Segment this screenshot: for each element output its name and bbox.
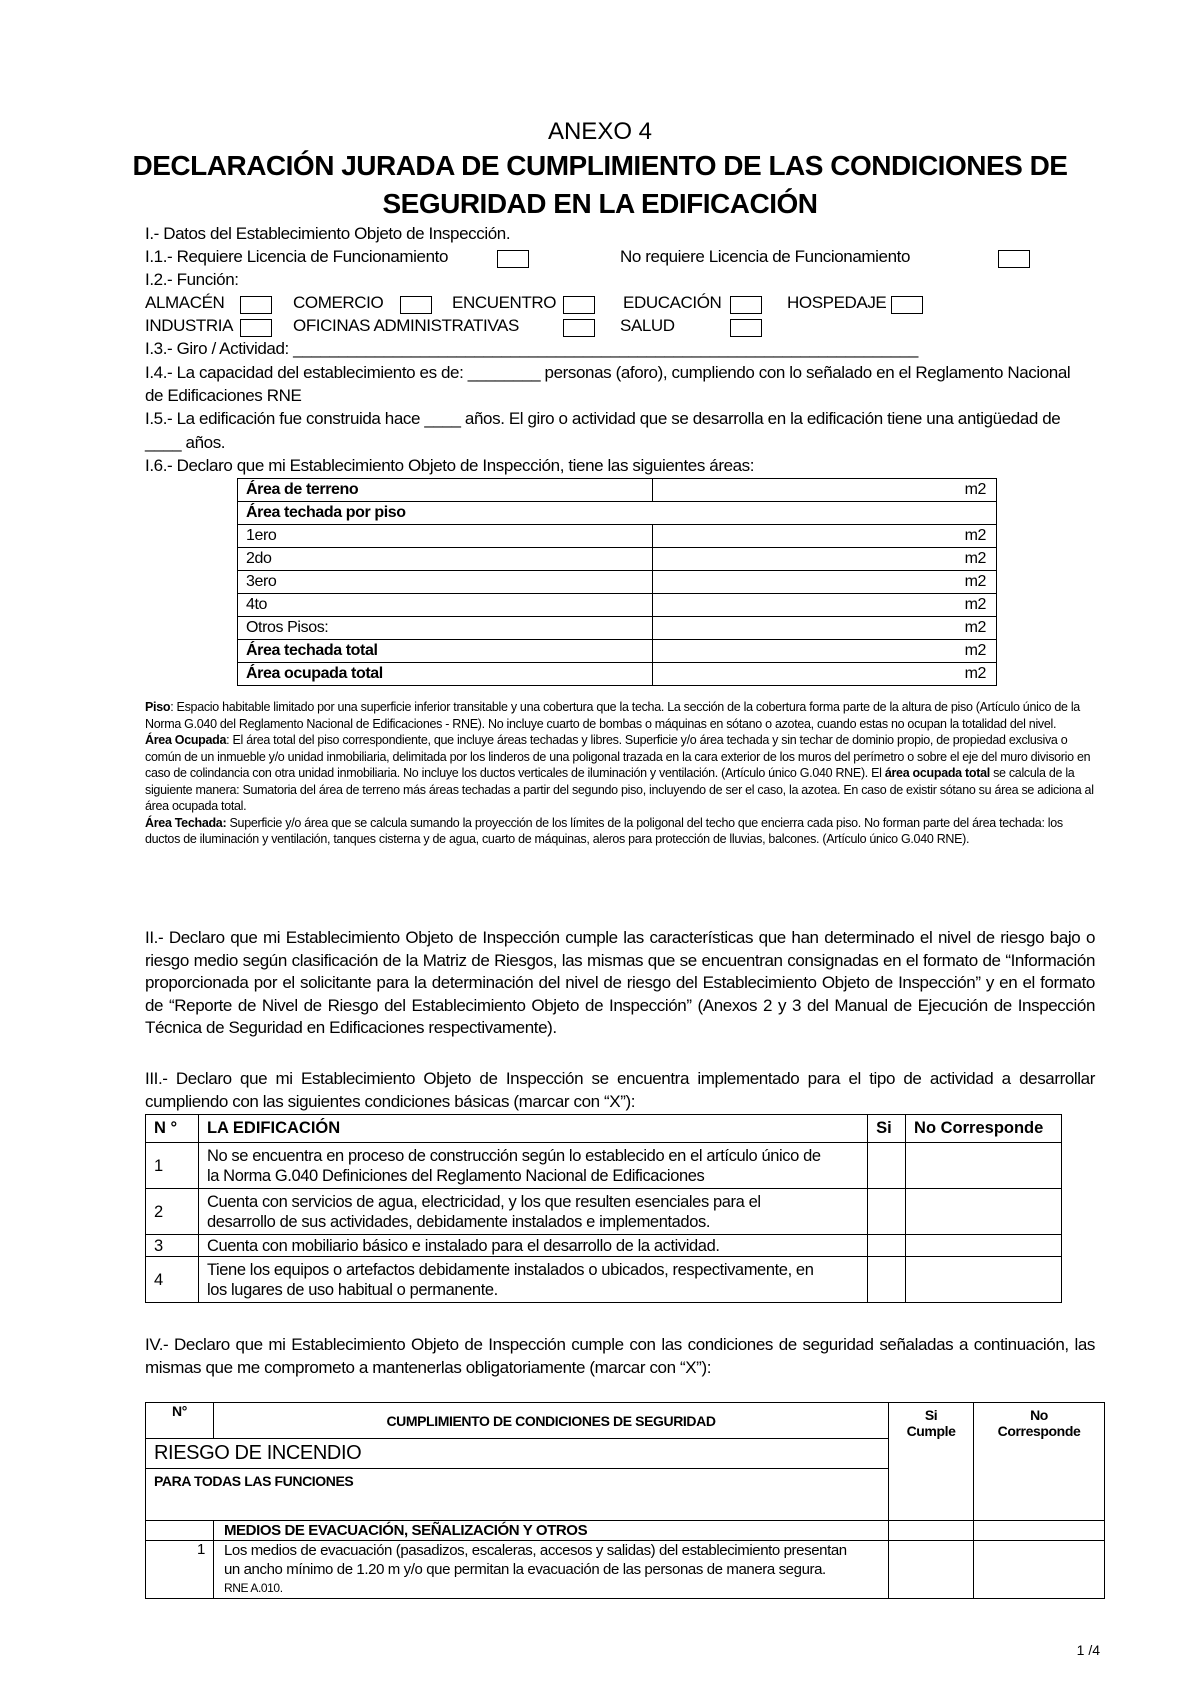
area-label: 4to [238, 594, 653, 617]
column-header: Si [868, 1115, 906, 1143]
function-educacion-label: EDUCACIÓN [623, 293, 722, 312]
table-row [238, 594, 997, 617]
condition-line: Cuenta con mobiliario básico e instalado para el desarrollo de la actividad. [206, 1236, 720, 1255]
header-line: No [1030, 1407, 1048, 1423]
row-number: 1 [146, 1143, 199, 1189]
section-1-heading: I.- Datos del Establecimiento Objeto de Inspección. [145, 224, 511, 243]
note-term: Área Ocupada [145, 733, 227, 747]
title-line-1: DECLARACIÓN JURADA DE CUMPLIMIENTO DE LAS CONDICIONES DE [132, 150, 1068, 181]
age-line-2: ____ años. [145, 433, 226, 452]
condition-line: Cuenta con servicios de agua, electricidad, y los que resulten esenciales para el [206, 1192, 761, 1211]
table-header-row [146, 1115, 1062, 1143]
table-row [238, 640, 997, 663]
function-oficinas-checkbox[interactable] [563, 319, 595, 337]
note-term: área ocupada total [884, 766, 990, 780]
area-value-cell[interactable]: m2 [653, 663, 997, 686]
area-value-cell[interactable]: m2 [653, 594, 997, 617]
function-comercio-label: COMERCIO [293, 293, 384, 312]
note-text: Superficie y/o área que se calcula sumando la proyección de los límites de la poligonal del techo que encierra cada piso. No forman parte del área techada: los ductos de iluminación y ventilación, tanques cisterna y de agua, cuarto de máquinas, aleros para protección de lluvias, balcones. (Artículo único G.040 RNE). [145, 815, 1063, 846]
function-oficinas-label: OFICINAS ADMINISTRATIVAS [293, 316, 519, 335]
empty-cell [889, 1521, 974, 1541]
table-row [238, 479, 997, 502]
no-requires-license-checkbox[interactable] [998, 250, 1030, 268]
condition-line: Los medios de evacuación (pasadizos, escaleras, accesos y salidas) del establecimiento presentan [223, 1542, 847, 1559]
row-number: 4 [146, 1257, 199, 1303]
area-label: Área de terreno [238, 479, 653, 502]
function-hospedaje-label: HOSPEDAJE [787, 293, 887, 312]
column-header: N° [146, 1403, 214, 1439]
function-encuentro-label: ENCUENTRO [452, 293, 557, 312]
header-line: Cumple [906, 1423, 956, 1439]
area-value-cell[interactable]: m2 [653, 525, 997, 548]
row-number: 2 [146, 1189, 199, 1235]
note-term: Área Techada: [145, 815, 227, 830]
note-area-ocupada [145, 732, 1095, 815]
function-almacen-checkbox[interactable] [240, 296, 272, 314]
table-row [238, 571, 997, 594]
area-label: Área ocupada total [238, 663, 653, 686]
area-label: Otros Pisos: [238, 617, 653, 640]
age-line-1: I.5.- La edificación fue construida hace ____ años. El giro o actividad que se desarrolla en la edificación tiene una antigüedad de [145, 409, 1061, 428]
si-cell[interactable] [868, 1189, 906, 1235]
row-number: 1 [146, 1541, 214, 1599]
section-heading-funciones: PARA TODAS LAS FUNCIONES [146, 1469, 889, 1521]
condition-text [198, 1257, 867, 1303]
note-text: : Espacio habitable limitado por una superficie inferior transitable y una cobertura que la techa. La sección de la cobertura forma parte de la altura de piso (Artículo único de la Norma G.040 del Reglamento Nacional de Edificaciones - RNE). No incluye cuarto de bombas o máquinas en sótano o azotea, cuando estas no ocupan la totalidad del nivel. [145, 700, 1080, 731]
section-2-paragraph: II.- Declaro que mi Establecimiento Objeto de Inspección cumple las características que han determinado el nivel de riesgo bajo o riesgo medio según clasificación de la Matriz de Riesgos, las mismas que se encuentran consignadas en el formato de “Información proporcionada por el solicitante para la determinación del nivel de riesgo del Establecimiento Objeto de Inspección” y en el formato de “Reporte de Nivel de Riesgo del Establecimiento Objeto de Inspección” (Anexos 2 y 3 del Manual de Ejecución de Inspección Técnica de Seguridad en Edificaciones respectivamente). [145, 928, 1095, 1037]
area-label: 3ero [238, 571, 653, 594]
no-corresponde-cell[interactable] [974, 1541, 1105, 1599]
column-header-no-corresponde [974, 1403, 1105, 1521]
table-row [146, 1143, 1062, 1189]
annex-label: ANEXO 4 [547, 118, 653, 145]
capacity-line-2: de Edificaciones RNE [145, 386, 302, 405]
table-row [146, 1189, 1062, 1235]
function-hospedaje-checkbox[interactable] [891, 296, 923, 314]
no-corresponde-cell[interactable] [906, 1189, 1062, 1235]
definitions-notes [145, 699, 1095, 848]
area-label: 1ero [238, 525, 653, 548]
table-row [238, 525, 997, 548]
si-cell[interactable] [868, 1143, 906, 1189]
function-salud-checkbox[interactable] [730, 319, 762, 337]
note-term: Piso [145, 700, 171, 714]
si-cell[interactable] [868, 1235, 906, 1257]
condition-text [213, 1541, 888, 1599]
condition-line: la Norma G.040 Definiciones del Reglamento Nacional de Edificaciones [206, 1166, 705, 1185]
section-3-paragraph: III.- Declaro que mi Establecimiento Objeto de Inspección se encuentra implementado para el tipo de actividad a desarrollar cumpliendo con las siguientes condiciones básicas (marcar con “X”): [145, 1069, 1095, 1111]
column-header: CUMPLIMIENTO DE CONDICIONES DE SEGURIDAD [213, 1403, 888, 1439]
condition-reference: RNE A.010. [223, 1581, 283, 1595]
table-row [146, 1521, 1105, 1541]
no-corresponde-cell[interactable] [906, 1143, 1062, 1189]
function-salud-label: SALUD [620, 316, 675, 335]
no-corresponde-cell[interactable] [906, 1235, 1062, 1257]
area-label: 2do [238, 548, 653, 571]
table-header-row [146, 1403, 1105, 1439]
row-number: 3 [146, 1235, 199, 1257]
title-line-2: SEGURIDAD EN LA EDIFICACIÓN [382, 188, 818, 219]
note-text: se calcula de la siguiente manera: Sumatoria del área de terreno más áreas techadas a partir del segundo piso, incluyendo de ser el caso, la azotea. En caso de existir sótano su área se adiciona al área ocupada total. [145, 766, 1094, 813]
table-row [238, 617, 997, 640]
condition-text [198, 1143, 867, 1189]
note-text: : El área total del piso correspondiente, que incluye áreas techadas y libres. Superficie y/o área techada y sin techar de dominio propio, de propiedad exclusiva o común de un inmueble y/o unidad inmobiliaria, delimitada por los linderos de una poligonal trazada en la cara exterior de los muros del perímetro o sobre el eje del muro divisorio en caso de colindancia con otra unidad inmobiliaria. No incluye los ductos verticales de iluminación y ventilación. (Artículo único G.040 RNE). El [145, 733, 1091, 780]
condition-line: Tiene los equipos o artefactos debidamente instalados o ubicados, respectivamente, en [206, 1260, 814, 1279]
column-header: No Corresponde [906, 1115, 1062, 1143]
area-value-cell[interactable]: m2 [653, 479, 997, 502]
capacity-line-1: I.4.- La capacidad del establecimiento es de: ________ personas (aforo), cumpliendo con lo señalado en el Reglamento Nacional [145, 363, 1071, 382]
basic-conditions-table [145, 1114, 1062, 1303]
header-line: Corresponde [997, 1423, 1081, 1439]
areas-intro: I.6.- Declaro que mi Establecimiento Objeto de Inspección, tiene las siguientes áreas: [145, 456, 755, 475]
area-value-cell[interactable]: m2 [653, 617, 997, 640]
function-industria-label: INDUSTRIA [145, 316, 234, 335]
function-educacion-checkbox[interactable] [730, 296, 762, 314]
condition-text [198, 1189, 867, 1235]
empty-cell [974, 1521, 1105, 1541]
function-comercio-checkbox[interactable] [400, 296, 432, 314]
subsection-heading-medios: MEDIOS DE EVACUACIÓN, SEÑALIZACIÓN Y OTROS [213, 1521, 888, 1541]
table-row [238, 663, 997, 686]
header-line: Si [924, 1407, 938, 1423]
condition-line: desarrollo de sus actividades, debidamente instalados e implementados. [206, 1212, 711, 1231]
condition-line: los lugares de uso habitual o permanente. [206, 1280, 498, 1299]
function-almacen-label: ALMACÉN [145, 293, 225, 312]
requires-license-label: I.1.- Requiere Licencia de Funcionamiento [145, 247, 449, 266]
area-value-cell[interactable]: m2 [653, 548, 997, 571]
no-requires-license-label: No requiere Licencia de Funcionamiento [620, 247, 911, 266]
no-corresponde-cell[interactable] [906, 1257, 1062, 1303]
activity-line: I.3.- Giro / Actividad: _____________________________________________________________________ [145, 339, 918, 358]
function-industria-checkbox[interactable] [240, 319, 272, 337]
function-encuentro-checkbox[interactable] [563, 296, 595, 314]
table-row [146, 1257, 1062, 1303]
areas-table [237, 478, 997, 686]
note-area-techada [145, 815, 1095, 848]
page-number: 1 /4 [1076, 1642, 1100, 1658]
section-4-paragraph: IV.- Declaro que mi Establecimiento Objeto de Inspección cumple con las condiciones de seguridad señaladas a continuación, las mismas que me comprometo a mantenerlas obligatoriamente (marcar con “X”): [145, 1335, 1095, 1377]
condition-line: un ancho mínimo de 1.20 m y/o que permitan la evacuación de las personas de manera segura. [223, 1561, 826, 1578]
function-label: I.2.- Función: [145, 270, 239, 289]
area-value-cell[interactable]: m2 [653, 571, 997, 594]
empty-cell [146, 1521, 214, 1541]
column-header: LA EDIFICACIÓN [198, 1115, 867, 1143]
column-header: N ° [146, 1115, 199, 1143]
area-value-cell[interactable]: m2 [653, 640, 997, 663]
si-cumple-cell[interactable] [889, 1541, 974, 1599]
condition-text [198, 1235, 867, 1257]
note-piso [145, 699, 1095, 732]
column-header-si-cumple [889, 1403, 974, 1521]
si-cell[interactable] [868, 1257, 906, 1303]
area-label: Área techada total [238, 640, 653, 663]
table-row [146, 1541, 1105, 1599]
requires-license-checkbox[interactable] [497, 250, 529, 268]
table-row [238, 502, 997, 525]
security-conditions-table [145, 1402, 1105, 1599]
table-row [146, 1235, 1062, 1257]
area-label: Área techada por piso [238, 502, 997, 525]
condition-line: No se encuentra en proceso de construcción según lo establecido en el artículo único de [206, 1146, 821, 1165]
section-heading-riesgo: RIESGO DE INCENDIO [146, 1439, 889, 1469]
table-row [238, 548, 997, 571]
